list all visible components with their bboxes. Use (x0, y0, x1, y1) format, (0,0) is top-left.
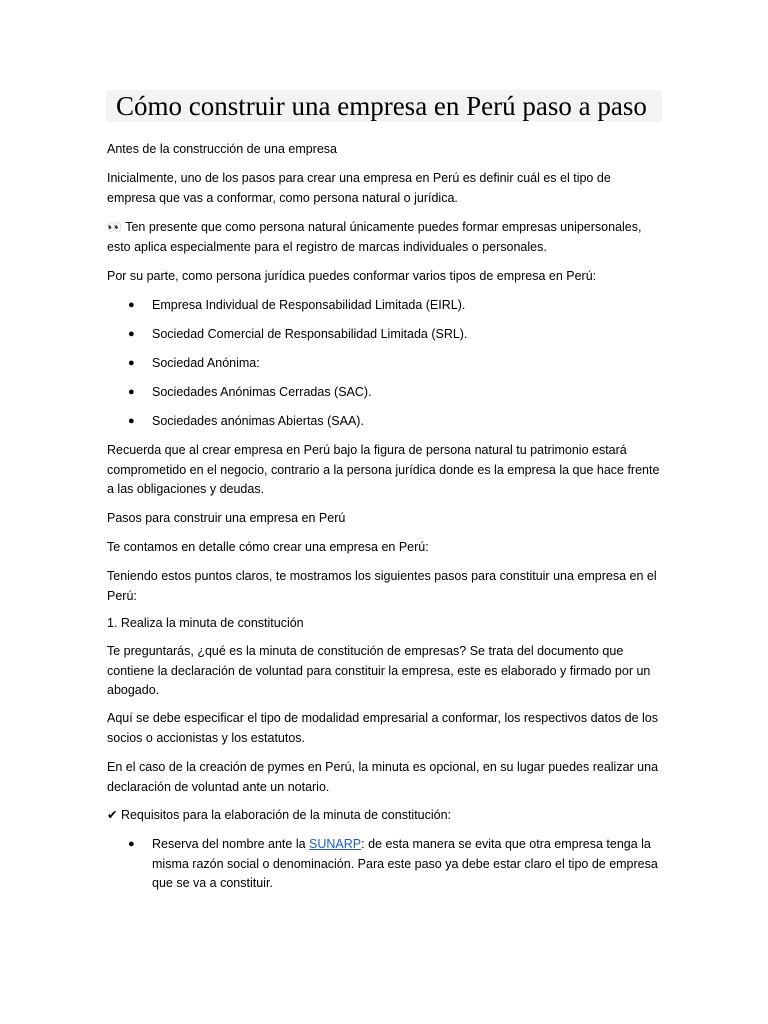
bullet-icon: ● (128, 328, 135, 340)
requirement-rest: : de esta manera se evita que otra empresa tenga la misma razón social o denominación. Para este paso ya debe estar claro el tipo de empresa que se va a constituir. (152, 837, 658, 890)
paragraph-natural-person-text: Ten presente que como persona natural únicamente puedes formar empresas unipersonales, esto aplica especialmente para el registro de marcas individuales o personales. (107, 220, 642, 254)
paragraph-pymes: En el caso de la creación de pymes en Perú, la minuta es opcional, en su lugar puedes realizar una declaración de voluntad ante un notario. (107, 760, 659, 794)
paragraph-legal-person: Por su parte, como persona jurídica puedes conformar varios tipos de empresa en Perú: (107, 269, 597, 283)
paragraph-intro: Inicialmente, uno de los pasos para crear una empresa en Perú es definir cuál es el tipo de empresa que vas a conformar, como persona natural o jurídica. (107, 171, 611, 205)
bullet-icon: ● (128, 299, 135, 311)
document-title: Cómo construir una empresa en Perú paso a paso (106, 90, 662, 122)
sunarp-link[interactable]: SUNARP (309, 837, 362, 851)
eyes-icon: 👀 (107, 220, 122, 234)
requirements-heading (107, 806, 662, 826)
list-item-text: Sociedades anónimas Abiertas (SAA). (152, 414, 364, 428)
bullet-icon: ● (128, 838, 135, 850)
requirement-lead: Reserva del nombre ante la (152, 837, 310, 851)
checkmark-icon: ✔ (107, 808, 118, 822)
section-heading-steps: Pasos para construir una empresa en Perú (107, 511, 346, 525)
paragraph-minuta-definition: Te preguntarás, ¿qué es la minuta de constitución de empresas? Se trata del documento que contiene la declaración de voluntad para constituir la empresa, este es elaborado y firmado por un abogado. (107, 644, 651, 697)
paragraph-detail: Te contamos en detalle cómo crear una empresa en Perú: (107, 540, 429, 554)
paragraph-natural-person (107, 218, 662, 257)
paragraph-minuta-content: Aquí se debe especificar el tipo de modalidad empresarial a conformar, los respectivos datos de los socios o accionistas y los estatutos. (107, 711, 658, 745)
list-item-text: Empresa Individual de Responsabilidad Limitada (EIRL). (152, 298, 466, 312)
bullet-icon: ● (128, 386, 135, 398)
list-item (128, 296, 662, 316)
requirements-heading-text: Requisitos para la elaboración de la minuta de constitución: (117, 808, 452, 822)
list-item-text: Sociedades Anónimas Cerradas (SAC). (152, 385, 372, 399)
list-item (128, 325, 662, 345)
list-item-text: Sociedad Comercial de Responsabilidad Limitada (SRL). (152, 327, 468, 341)
bullet-icon: ● (128, 357, 135, 369)
step-heading-minuta: 1. Realiza la minuta de constitución (107, 616, 304, 630)
section-heading-before: Antes de la construcción de una empresa (107, 142, 337, 156)
list-item (128, 383, 662, 403)
list-item (128, 412, 662, 432)
paragraph-steps-intro: Teniendo estos puntos claros, te mostramos los siguientes pasos para constituir una empresa en el Perú: (107, 569, 657, 603)
list-item (128, 835, 662, 894)
list-item-text (152, 835, 662, 894)
bullet-icon: ● (128, 415, 135, 427)
list-item (128, 354, 662, 374)
paragraph-patrimony: Recuerda que al crear empresa en Perú bajo la figura de persona natural tu patrimonio estará comprometido en el negocio, contrario a la persona jurídica donde es la empresa la que hace frente a las obligaciones y deudas. (107, 443, 660, 496)
list-item-text: Sociedad Anónima: (152, 356, 260, 370)
